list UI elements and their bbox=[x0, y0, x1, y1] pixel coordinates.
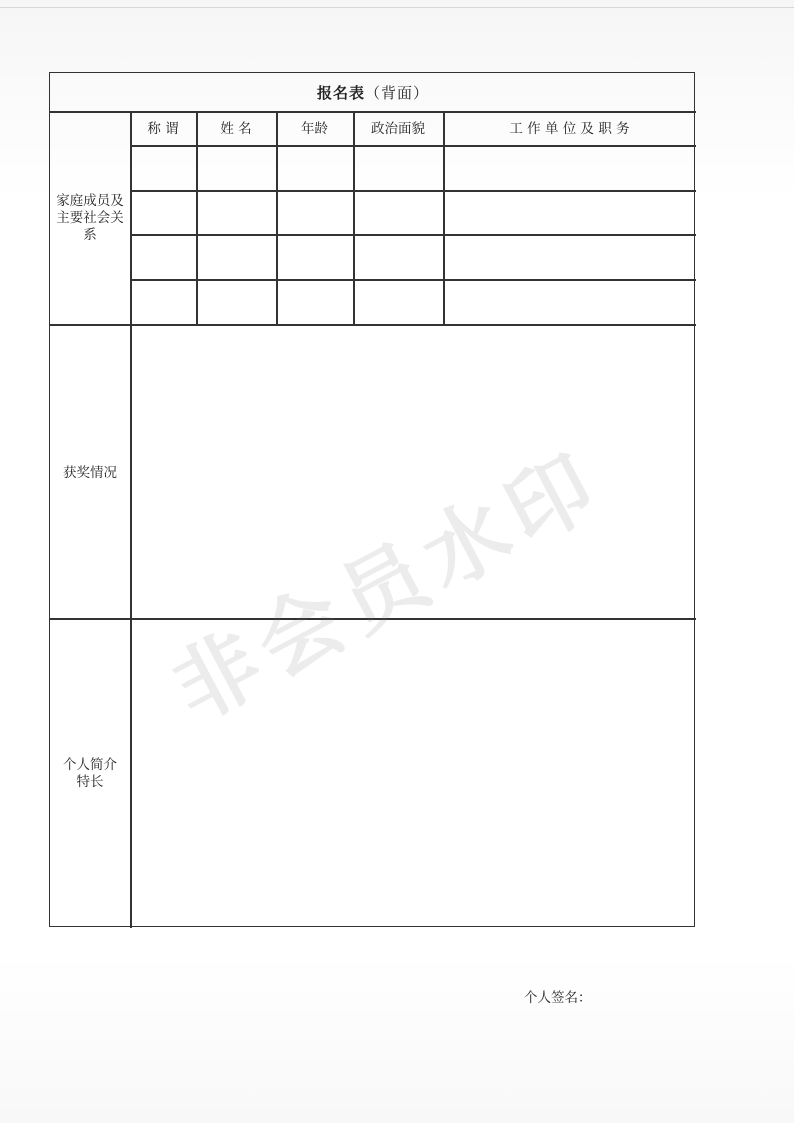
form-title-suffix: （背面） bbox=[365, 84, 430, 102]
grid-hline bbox=[130, 145, 696, 147]
awards-label: 获奖情况 bbox=[63, 465, 117, 481]
grid-hline bbox=[130, 190, 696, 192]
profile-label-text: 个人简介特长 bbox=[63, 757, 117, 790]
family-section-label: 家庭成员及主要社会关系 bbox=[56, 193, 124, 243]
form-title bbox=[50, 73, 696, 111]
col-header-age: 年龄 bbox=[301, 121, 328, 137]
col-header-name: 姓 名 bbox=[220, 121, 252, 137]
form-title-text: 报名表 bbox=[316, 84, 365, 102]
col-header-relation: 称 谓 bbox=[147, 121, 179, 137]
section-divider-awards bbox=[50, 324, 696, 326]
profile-field[interactable] bbox=[140, 629, 686, 919]
grid-hline bbox=[130, 279, 696, 281]
profile-label bbox=[50, 757, 130, 791]
signature-label: 个人签名： bbox=[524, 990, 592, 1006]
grid-vline bbox=[196, 111, 198, 324]
registration-form bbox=[49, 72, 695, 927]
grid-hline bbox=[130, 234, 696, 236]
section-divider-profile bbox=[50, 618, 696, 620]
col-header-workplace: 工 作 单 位 及 职 务 bbox=[509, 121, 630, 137]
awards-field[interactable] bbox=[140, 335, 686, 615]
grid-vline bbox=[443, 111, 445, 324]
col-header-political-status: 政治面貌 bbox=[371, 121, 425, 137]
scan-edge-line bbox=[0, 7, 794, 8]
grid-vline bbox=[353, 111, 355, 324]
grid-vline bbox=[276, 111, 278, 324]
